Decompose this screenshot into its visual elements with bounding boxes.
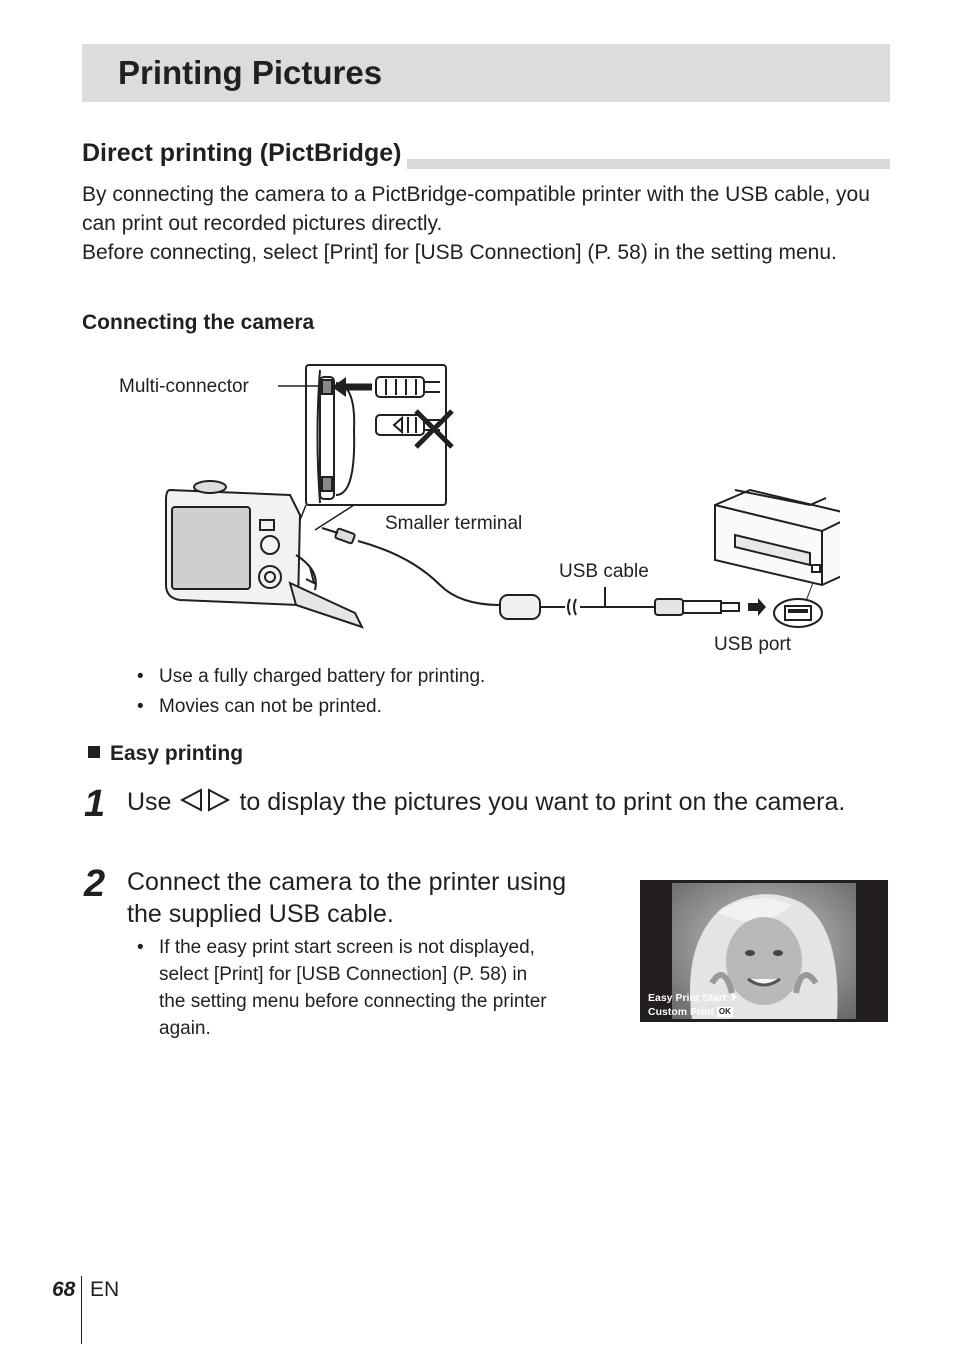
label-smaller-terminal: Smaller terminal	[385, 513, 523, 534]
label-usb-cable: USB cable	[559, 561, 649, 582]
step-1-text-before: Use	[127, 788, 172, 816]
easy-printing-label: Easy printing	[110, 742, 244, 765]
easy-print-start-option	[648, 992, 737, 1005]
list-item: • If the easy print start screen is not displayed, select [Print] for [USB Connection] (P. 58) in the setting menu before connecting the printer again.	[135, 934, 555, 1042]
page-number: 68	[52, 1278, 76, 1301]
step-1-number: 1	[84, 783, 106, 825]
connection-illustration	[110, 355, 840, 665]
page-title: Printing Pictures	[118, 54, 383, 91]
step-2-number: 2	[84, 863, 106, 905]
printer-illustration	[715, 490, 840, 585]
intro-paragraph-2: Before connecting, select [Print] for [USB Connection] (P. 58) in the setting menu.	[82, 241, 837, 264]
label-usb-port: USB port	[714, 634, 792, 655]
arrow-icon	[748, 598, 766, 616]
step-2-text: Connect the camera to the printer using the supplied USB cable.	[127, 868, 567, 928]
notes-list	[135, 662, 635, 722]
intro-paragraph-1: By connecting the camera to a PictBridge-compatible printer with the USB cable, you can print out recorded pictures directly.	[82, 183, 870, 235]
connection-diagram	[110, 355, 840, 665]
step-1-text	[127, 786, 847, 821]
custom-print-label: Custom Print	[648, 1006, 714, 1018]
easy-print-start-label: Easy Print Start	[648, 992, 727, 1004]
multi-connector-detail	[306, 365, 452, 505]
step-2-notes	[135, 934, 555, 1042]
footer-divider	[81, 1276, 82, 1344]
intro-text	[82, 180, 890, 267]
ok-badge: OK	[718, 1007, 731, 1016]
section-title: Direct printing (PictBridge)	[82, 137, 407, 169]
step-1-text-after: to display the pictures you want to print on the camera.	[239, 788, 846, 816]
triangle-right-icon	[732, 993, 737, 1001]
language-label: EN	[90, 1278, 120, 1301]
easy-printing-heading	[88, 740, 243, 768]
subheading-connecting: Connecting the camera	[82, 311, 315, 334]
list-item: • Use a fully charged battery for printing.	[135, 662, 635, 692]
left-right-arrows-icon	[179, 787, 231, 821]
list-item: • Movies can not be printed.	[135, 692, 635, 722]
usb-cable-illustration	[322, 528, 739, 619]
label-multi-connector: Multi-connector	[119, 376, 249, 397]
custom-print-option	[648, 1006, 733, 1019]
square-bullet-icon	[88, 746, 100, 758]
